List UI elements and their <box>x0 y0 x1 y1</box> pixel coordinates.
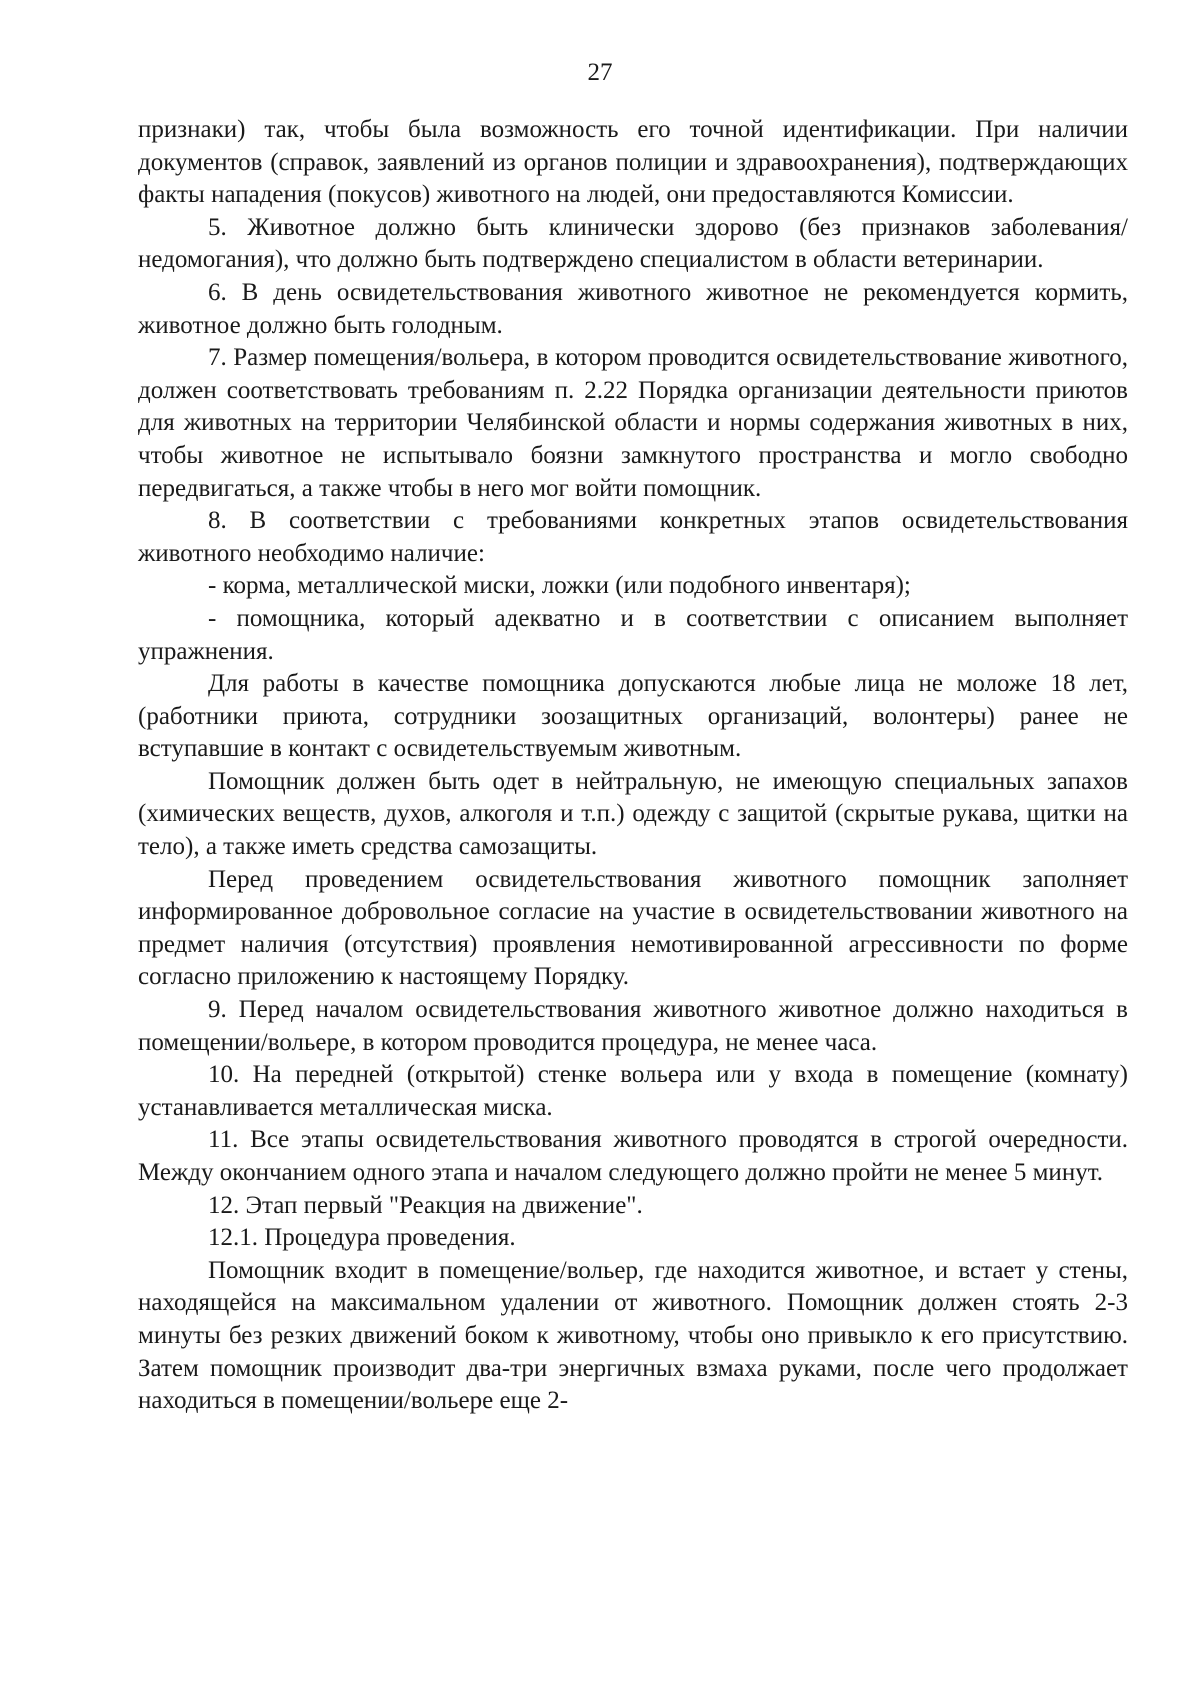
paragraph: 7. Размер помещения/вольера, в котором проводится освидетельствование животного, должен соответствовать требованиям п. 2.22 Порядка организации деятельности приютов для животных на территории Челябинской области и нормы содержания животных в них, чтобы животное не испытывало боязни замкнутого пространства и могло свободно передвигаться, а также чтобы в него мог войти помощник. <box>138 344 1128 502</box>
paragraph: 12.1. Процедура проведения. <box>208 1224 516 1252</box>
document-body <box>138 114 1128 1418</box>
paragraph: 5. Животное должно быть клинически здорово (без признаков заболевания/недомогания), что должно быть подтверждено специалистом в области ветеринарии. <box>138 213 1128 274</box>
paragraph: 10. На передней (открытой) стенке вольера или у входа в помещение (комнату) устанавливается металлическая миска. <box>138 1061 1128 1121</box>
paragraph: Помощник входит в помещение/вольер, где находится животное, и встает у стены, находящейся на максимальном удалении от животного. Помощник должен стоять 2-3 минуты без резких движений боком к животному, чтобы оно привыкло к его присутствию. Затем помощник производит два-три энергичных взмаха руками, после чего продолжает находиться в помещении/вольере еще 2- <box>138 1256 1128 1415</box>
paragraph: Перед проведением освидетельствования животного помощник заполняет информированное добровольное согласие на участие в освидетельствовании животного на предмет наличия (отсутствия) проявления немотивированной агрессивности по форме согласно приложению к настоящему Порядку. <box>138 865 1128 991</box>
paragraph: - помощника, который адекватно и в соответствии с описанием выполняет упражнения. <box>138 604 1128 665</box>
page-number: 27 <box>587 59 613 86</box>
paragraph: 6. В день освидетельствования животного животное не рекомендуется кормить, животное должно быть голодным. <box>138 278 1128 339</box>
paragraph: Для работы в качестве помощника допускаются любые лица не моложе 18 лет, (работники приюта, сотрудники зоозащитных организаций, волонтеры) ранее не вступавшие в контакт с освидетельствуемым животным. <box>138 670 1128 763</box>
paragraph: Помощник должен быть одет в нейтральную, не имеющую специальных запахов (химических веществ, духов, алкоголя и т.п.) одежду с защитой (скрытые рукава, щитки на тело), а также иметь средства самозащиты. <box>138 767 1128 861</box>
paragraph: признаки) так, чтобы была возможность его точной идентификации. При наличии документов (справок, заявлений из органов полиции и здравоохранения), подтверждающих факты нападения (покусов) животного на людей, они предоставляются Комиссии. <box>138 116 1128 209</box>
paragraph: 8. В соответствии с требованиями конкретных этапов освидетельствования животного необходимо наличие: <box>138 507 1128 567</box>
paragraph: 9. Перед началом освидетельствования животного животное должно находиться в помещении/вольере, в котором проводится процедура, не менее часа. <box>138 996 1128 1056</box>
paragraph: 11. Все этапы освидетельствования животного проводятся в строгой очередности. Между окончанием одного этапа и началом следующего должно пройти не менее 5 минут. <box>138 1126 1128 1186</box>
paragraph: 12. Этап первый "Реакция на движение". <box>208 1191 643 1219</box>
paragraph: - корма, металлической миски, ложки (или подобного инвентаря); <box>208 572 911 600</box>
